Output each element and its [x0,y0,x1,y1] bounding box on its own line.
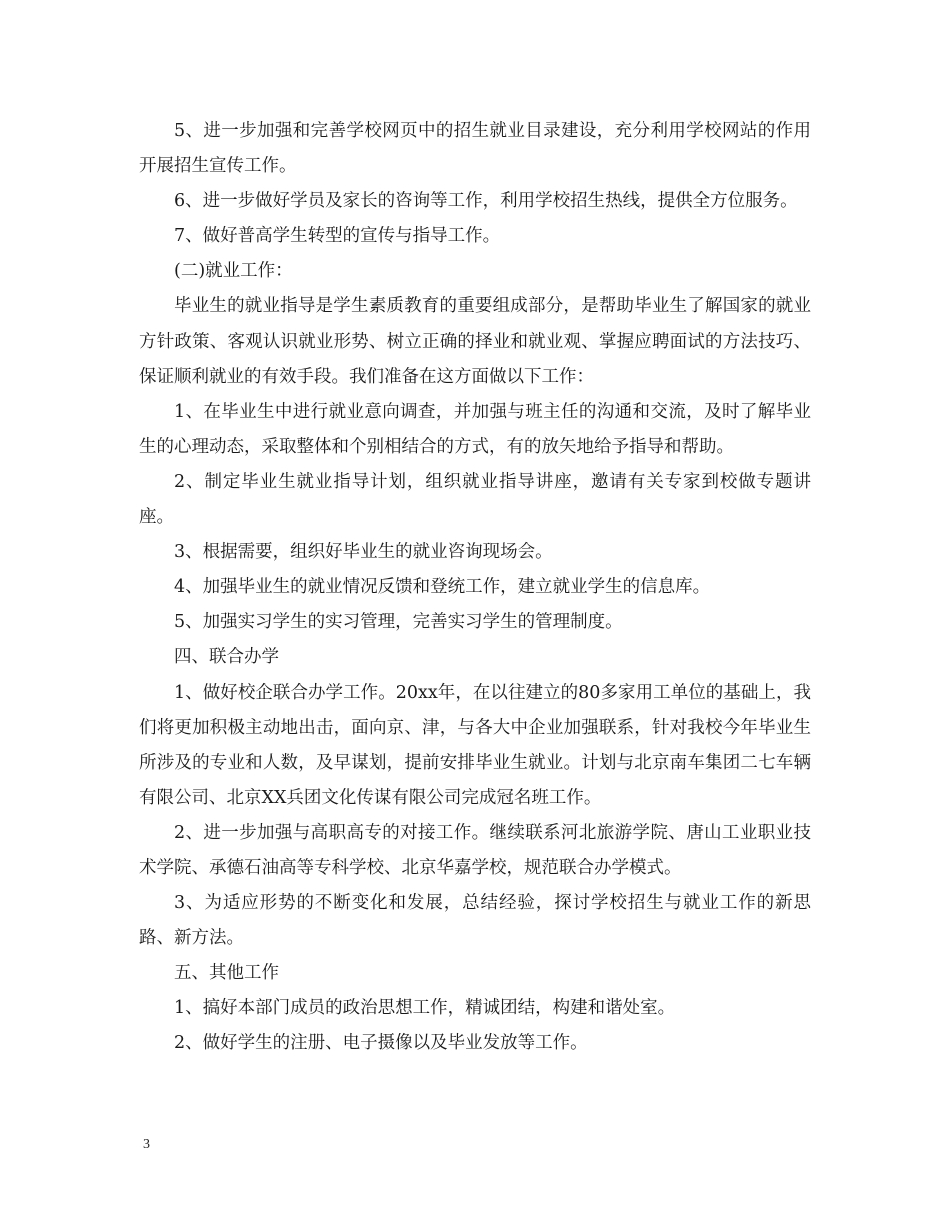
paragraph-joint-3: 3、为适应形势的不断变化和发展，总结经验，探讨学校招生与就业工作的新思路、新方法。 [139,893,811,949]
paragraph-other-2: 2、做好学生的注册、电子摄像以及毕业发放等工作。 [174,1033,588,1054]
paragraph-employment-intro: 毕业生的就业指导是学生素质教育的重要组成部分，是帮助毕业生了解国家的就业方针政策、客观认识就业形势、树立正确的择业和就业观、掌握应聘面试的方法技巧、保证顺利就业的有效手段。我们准备在这方面做以下工作： [139,296,811,387]
document-body [139,114,811,1062]
paragraph-employment-2: 2、制定毕业生就业指导计划，组织就业指导讲座，邀请有关专家到校做专题讲座。 [139,471,811,528]
paragraph-other-1: 1、搞好本部门成员的政治思想工作，精诚团结，构建和谐处室。 [174,998,676,1019]
paragraph-joint-2: 2、进一步加强与高职高专的对接工作。继续联系河北旅游学院、唐山工业职业技术学院、承德石油高等专科学校、北京华嘉学校，规范联合办学模式。 [139,822,811,878]
paragraph-joint-1: 1、做好校企联合办学工作。20xx年，在以往建立的80多家用工单位的基础上，我们将更加积极主动地出击，面向京、津，与各大中企业加强联系，针对我校今年毕业生所涉及的专业和人数，及早谋划，提前安排毕业生就业。计划与北京南车集团二七车辆有限公司、北京XX兵团文化传谋有限公司完成冠名班工作。 [139,682,811,808]
paragraph-employment-1: 1、在毕业生中进行就业意向调查，并加强与班主任的沟通和交流，及时了解毕业生的心理动态，采取整体和个别相结合的方式，有的放矢地给予指导和帮助。 [139,401,811,457]
paragraph-employment-5: 5、加强实习学生的实习管理，完善实习学生的管理制度。 [174,612,623,633]
section-heading-employment: (二)就业工作： [174,261,293,282]
paragraph-employment-3: 3、根据需要，组织好毕业生的就业咨询现场会。 [174,542,553,563]
section-heading-joint-schooling: 四、联合办学 [174,647,279,668]
paragraph-recruitment-7: 7、做好普高学生转型的宣传与指导工作。 [174,226,501,247]
paragraph-employment-4: 4、加强毕业生的就业情况反馈和登统工作，建立就业学生的信息库。 [174,577,711,598]
page-number: 3 [143,1137,150,1152]
paragraph-recruitment-5: 5、进一步加强和完善学校网页中的招生就业目录建设，充分利用学校网站的作用开展招生宣传工作。 [139,121,811,177]
section-heading-other-work: 五、其他工作 [174,963,279,984]
paragraph-recruitment-6: 6、进一步做好学员及家长的咨询等工作，利用学校招生热线，提供全方位服务。 [174,191,798,212]
